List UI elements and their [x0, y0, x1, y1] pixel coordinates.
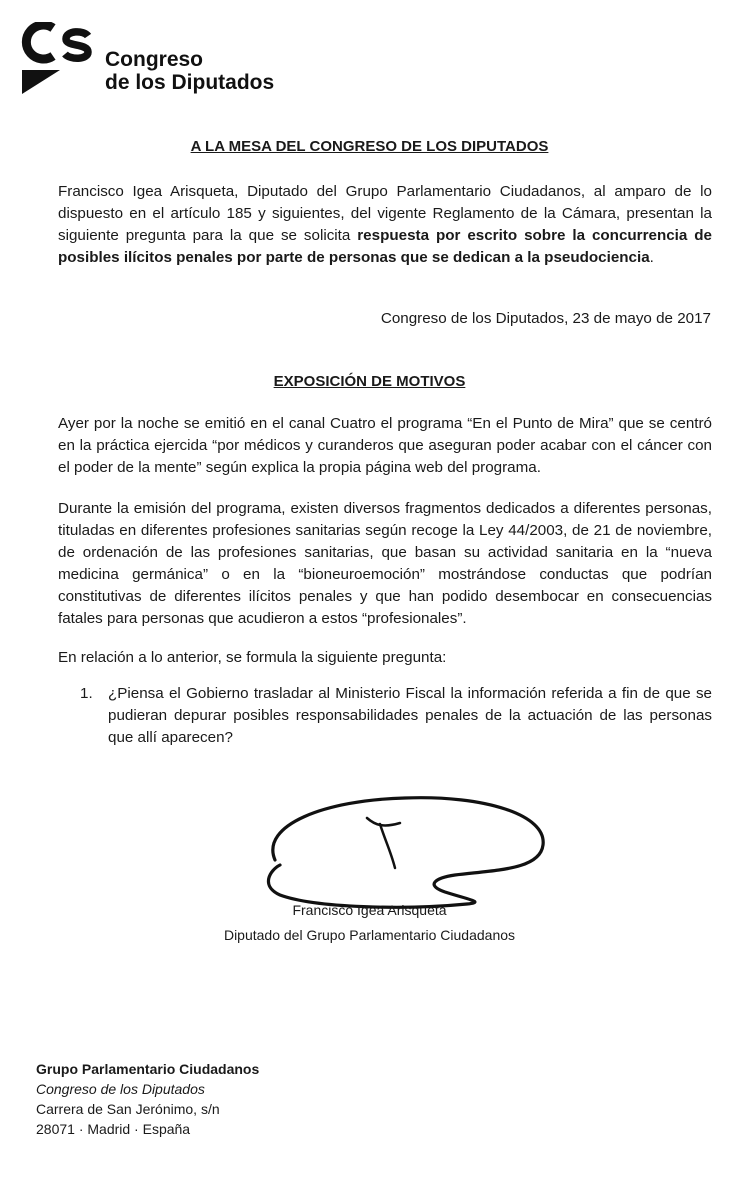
- signer-role: Diputado del Grupo Parlamentario Ciudadanos: [223, 927, 516, 943]
- question-text: ¿Piensa el Gobierno trasladar al Ministerio Fiscal la información referida a fin de que se pudieran depurar posibles responsabilidades penales de la actuación de las personas que allí aparecen?: [108, 685, 712, 746]
- signature-image: [255, 790, 555, 920]
- footer-address: [36, 1059, 259, 1139]
- question-number: 1.: [80, 685, 93, 702]
- footer-city: 28071 · Madrid · España: [36, 1121, 191, 1137]
- intro-text: Francisco Igea Arisqueta, Diputado del Grupo Parlamentario Ciudadanos, al amparo de lo dispuesto en el artículo 185 y siguientes, del vigente Reglamento de la Cámara, presentan la siguiente pregunta para la que se solicita: [58, 183, 712, 244]
- footer-chamber: Congreso de los Diputados: [36, 1081, 205, 1097]
- motives-paragraph-1: Ayer por la noche se emitió en el canal Cuatro el programa “En el Punto de Mira” que se centró en la práctica ejercida “por médicos y curanderos que aseguran poder acabar con el cáncer con el poder de la mente” según explica la propia página web del programa.: [58, 415, 712, 476]
- intro-bold: respuesta por escrito sobre la concurrencia de posibles ilícitos penales por parte de personas que se dedican a la pseudociencia: [58, 227, 712, 266]
- date-line: Congreso de los Diputados, 23 de mayo de 2017: [380, 310, 711, 327]
- motives-heading: EXPOSICIÓN DE MOTIVOS: [273, 373, 466, 390]
- intro-end: .: [649, 249, 654, 266]
- intro-paragraph: [58, 181, 712, 269]
- cs-logo-icon: [20, 22, 96, 94]
- footer-street: Carrera de San Jerónimo, s/n: [36, 1101, 220, 1117]
- brand-header: [20, 22, 320, 102]
- footer-org: Grupo Parlamentario Ciudadanos: [36, 1061, 260, 1077]
- motives-paragraph-2: Durante la emisión del programa, existen diversos fragmentos dedicados a diferentes personas, tituladas en diferentes profesiones sanitarias según recoge la Ley 44/2003, de 21 de noviembre, de ordenación de las profesiones sanitarias, que basan su actividad sanitaria en la “nueva medicina germánica” o en la “bioneuroemoción” mostrándose conductas que podrían constitutivas de diferentes ilícitos penales y que han podido desembocar en consecuencias fatales para personas que acudieron a estos “profesionales”.: [58, 500, 712, 627]
- signer-name: Francisco Igea Arisqueta: [292, 902, 447, 918]
- brand-line-2: de los Diputados: [105, 71, 275, 94]
- brand-line-1: Congreso: [105, 48, 204, 71]
- question-lead-in: En relación a lo anterior, se formula la siguiente pregunta:: [58, 649, 447, 666]
- addressee-heading: A LA MESA DEL CONGRESO DE LOS DIPUTADOS: [190, 138, 549, 155]
